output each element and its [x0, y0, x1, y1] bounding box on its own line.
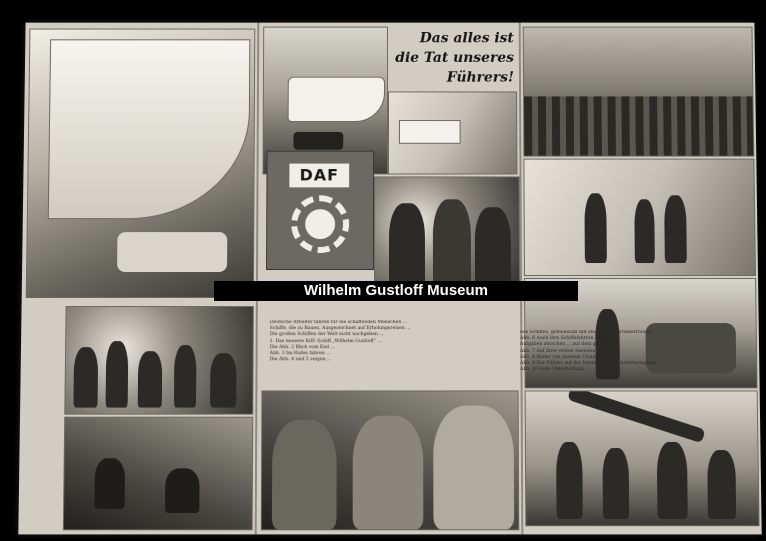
worker-figure — [353, 416, 424, 530]
magazine-left-page — [18, 23, 257, 535]
article-line: Die Abb. 4 und 5 zeigen ... — [269, 357, 332, 363]
caption-line: Abb. 6 Auch ihre Schiffsfahrten haben ... — [520, 336, 616, 342]
article-line: Die großen Schiffen der Welt nicht nachgeben ... — [269, 332, 384, 338]
soldier-figure — [165, 468, 200, 513]
caption-line: Abb. 8 Bilder von unseren Urlaubern ... — [520, 354, 613, 360]
deck-passengers — [524, 96, 753, 155]
official-figure — [389, 203, 425, 287]
worker-figure — [433, 406, 514, 530]
photo-workers — [261, 390, 520, 530]
crew-figure — [657, 442, 688, 519]
photo-soldiers-field — [63, 417, 253, 531]
tugboat-shape — [293, 132, 343, 150]
photo-promenade-deck — [523, 159, 756, 276]
article-line: Deutsche Arbeiter fahren für die schaffenden Menschen ... — [269, 320, 408, 326]
magazine-headline — [390, 29, 514, 88]
passenger-figure — [584, 193, 607, 263]
crew-figure — [556, 442, 583, 519]
magazine-spread — [18, 23, 759, 535]
ship-distant — [399, 120, 461, 144]
caption-line: Abb. 10 Gute Unterhaltung ... — [520, 367, 590, 373]
passenger-figure — [634, 199, 655, 263]
passenger-figure — [664, 195, 687, 263]
photo-deck-crowd — [523, 27, 755, 157]
crowd-figure — [174, 345, 197, 407]
crowd-figure — [106, 341, 129, 407]
article-line: 1. Das neueste KdF.-Schiff „Wilhelm Gustloff“ ... — [269, 338, 382, 344]
ship-superstructure — [288, 77, 385, 122]
emblem-center-icon — [305, 209, 335, 239]
ship-hull-shape — [48, 39, 251, 219]
museum-watermark-banner: Wilhelm Gustloff Museum — [214, 281, 578, 301]
caption-text-block — [520, 330, 720, 374]
gun-barrel — [567, 390, 706, 443]
crowd-figure — [73, 347, 98, 407]
photo-crowd-left — [64, 306, 254, 415]
caption-line: Abb. 7 Auf ihrer ersten Seereise ... — [520, 348, 602, 354]
article-line: Die Abb. 2 Blick vom Kiel ... — [269, 344, 335, 350]
caption-line: Aufgaben zwischen ... auf dem großen — [520, 342, 610, 348]
official-figure — [433, 199, 471, 287]
photo-officials — [374, 176, 520, 288]
crew-figure — [707, 450, 736, 519]
daf-emblem — [266, 151, 374, 270]
reclining-figures — [117, 232, 227, 272]
article-line: Abb. 3 Im Hafen fahren ... — [269, 351, 331, 357]
magazine-right-page — [519, 23, 762, 535]
caption-line: Abb. 9 Der Führer auf der Internationalen Arbeitertagung — [520, 361, 656, 367]
photo-anti-aircraft-crew — [525, 390, 760, 526]
headline-line-1: Das alles ist — [419, 30, 514, 47]
crowd-figure — [138, 351, 163, 407]
article-text — [269, 320, 510, 386]
caption-line: des Schiffes, gemeinsam mit Hamburger Arbeiterfrauen — [520, 330, 652, 335]
magazine-middle-page — [255, 23, 522, 535]
official-figure — [475, 207, 511, 287]
photo-harbor-wide — [388, 91, 517, 174]
crowd-figure — [210, 353, 236, 407]
article-line: Schiffe, die zu Bauen, Ausgezeichnet auf Erholungsreisen ... — [269, 326, 411, 332]
headline-line-2: die Tat unseres Führers! — [395, 50, 515, 86]
daf-logo-text: DAF — [289, 164, 349, 188]
photo-ship-hull — [26, 29, 256, 298]
crew-figure — [602, 448, 629, 519]
soldier-figure — [94, 458, 125, 509]
worker-figure — [272, 420, 337, 530]
